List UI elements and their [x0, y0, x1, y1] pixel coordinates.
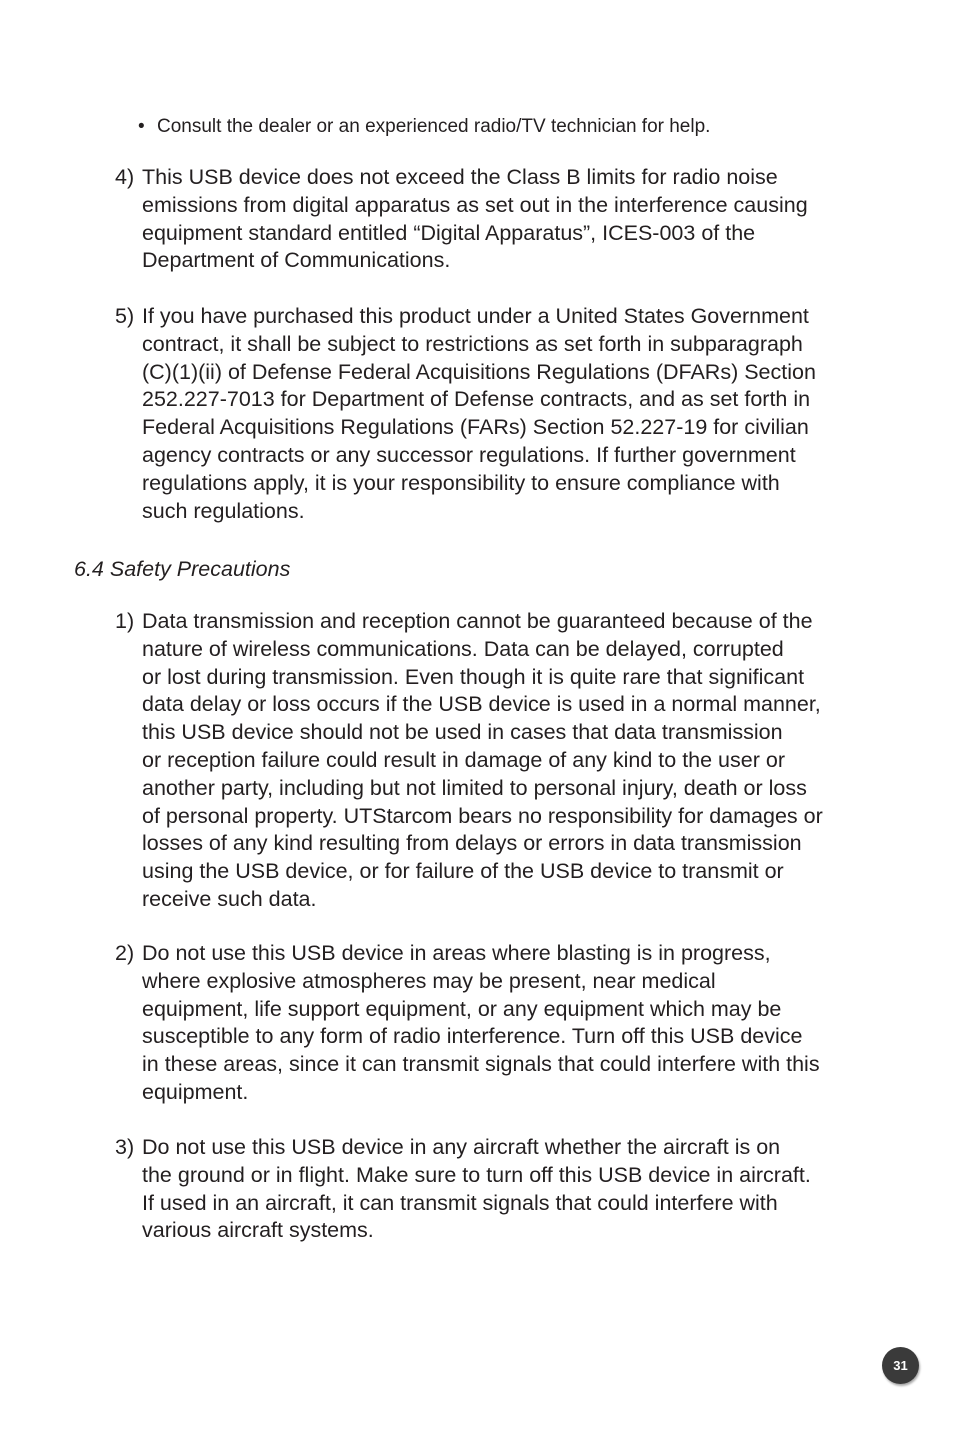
bullet-icon: • [138, 116, 145, 137]
text-line: various aircraft systems. [142, 1218, 374, 1243]
compliance-item-5 [115, 303, 895, 525]
text-line: This USB device does not exceed the Class B limits for radio noise [142, 165, 778, 189]
item-text [142, 608, 882, 914]
item-text [142, 1134, 882, 1245]
text-line: such regulations. [142, 498, 305, 523]
bullet-item [138, 114, 898, 140]
text-line: Data transmission and reception cannot be guaranteed because of the [142, 609, 813, 633]
item-number: 3) [115, 1135, 135, 1159]
safety-item-1 [115, 608, 895, 914]
item-text [142, 164, 882, 275]
section-heading: 6.4 Safety Precautions [74, 557, 291, 581]
text-line: receive such data. [142, 886, 317, 911]
text-line: the ground or in flight. Make sure to turn off this USB device in aircraft. [142, 1162, 811, 1187]
compliance-item-4 [115, 164, 895, 275]
text-line: another party, including but not limited to personal injury, death or loss [142, 775, 807, 800]
text-line: Do not use this USB device in areas where blasting is in progress, [142, 941, 771, 965]
text-line: data delay or loss occurs if the USB device is used in a normal manner, [142, 692, 821, 717]
item-text [142, 940, 882, 1107]
text-line: using the USB device, or for failure of the USB device to transmit or [142, 859, 784, 884]
text-line: where explosive atmospheres may be present, near medical [142, 968, 716, 993]
text-line: equipment standard entitled “Digital Apparatus”, ICES-003 of the [142, 220, 756, 245]
safety-item-2 [115, 940, 895, 1107]
text-line: 252.227-7013 for Department of Defense contracts, and as set forth in [142, 387, 811, 412]
text-line: in these areas, since it can transmit signals that could interfere with this [142, 1052, 820, 1077]
item-text [142, 303, 882, 525]
text-line: Do not use this USB device in any aircraft whether the aircraft is on [142, 1135, 781, 1159]
text-line: equipment. [142, 1079, 249, 1104]
item-number: 1) [115, 609, 135, 633]
text-line: or lost during transmission. Even though it is quite rare that significant [142, 664, 805, 689]
bullet-text: Consult the dealer or an experienced radio/TV technician for help. [157, 116, 711, 137]
text-line: agency contracts or any successor regulations. If further government [142, 442, 796, 467]
text-line: Federal Acquisitions Regulations (FARs) Section 52.227-19 for civilian [142, 415, 809, 440]
text-line: contract, it shall be subject to restrictions as set forth in subparagraph [142, 331, 803, 356]
text-line: regulations apply, it is your responsibility to ensure compliance with [142, 470, 780, 495]
text-line: nature of wireless communications. Data can be delayed, corrupted [142, 636, 784, 661]
item-number: 4) [115, 165, 135, 189]
text-line: of personal property. UTStarcom bears no responsibility for damages or [142, 803, 823, 828]
text-line: losses of any kind resulting from delays or errors in data transmission [142, 831, 802, 856]
text-line: this USB device should not be used in cases that data transmission [142, 720, 783, 745]
safety-item-3 [115, 1134, 895, 1245]
text-line: If used in an aircraft, it can transmit signals that could interfere with [142, 1190, 778, 1215]
text-line: susceptible to any form of radio interference. Turn off this USB device [142, 1024, 803, 1049]
text-line: Department of Communications. [142, 248, 451, 273]
text-line: If you have purchased this product under a United States Government [142, 304, 809, 328]
page-number-badge: 31 [882, 1347, 919, 1384]
item-number: 2) [115, 941, 135, 965]
item-number: 5) [115, 304, 135, 328]
text-line: emissions from digital apparatus as set out in the interference causing [142, 192, 808, 217]
text-line: or reception failure could result in damage of any kind to the user or [142, 747, 785, 772]
text-line: equipment, life support equipment, or any equipment which may be [142, 996, 782, 1021]
text-line: (C)(1)(ii) of Defense Federal Acquisitions Regulations (DFARs) Section [142, 359, 816, 384]
